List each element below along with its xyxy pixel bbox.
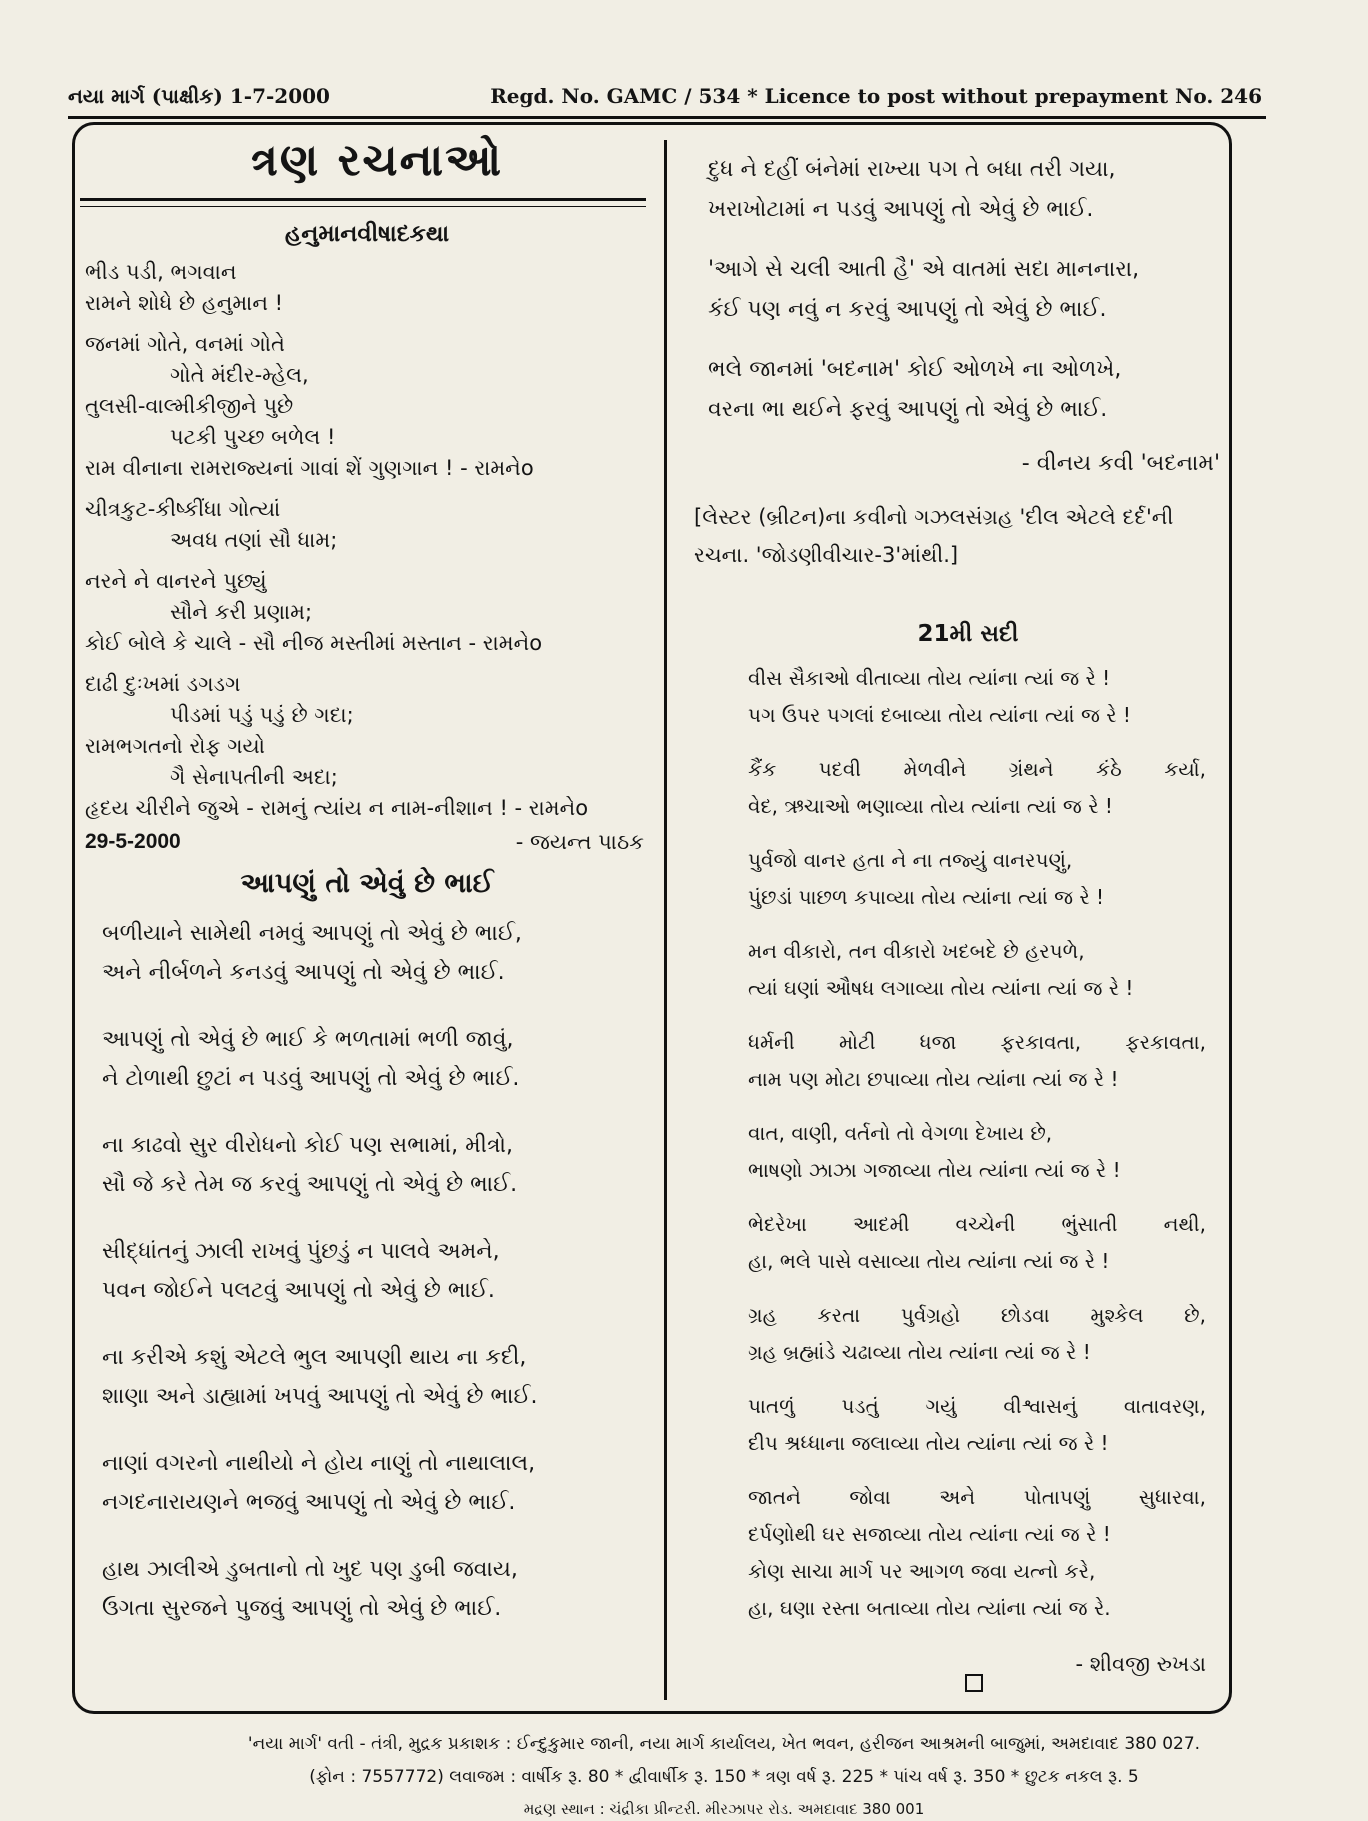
- poem-line: દર્પણોથી ઘર સજાવ્યા તોય ત્યાંના ત્યાં જ રે !: [748, 1522, 1111, 1546]
- stanza: [748, 660, 1206, 734]
- poem-line: રામ વીનાના રામરાજ્યનાં ગાવાં શેં ગુણગાન ! - રામનેo: [85, 456, 534, 480]
- poem-line: નાણાં વગરનો નાથીયો ને હોય નાણું તો નાથાલાલ,: [102, 1451, 536, 1476]
- poem-line: ગોતે મંદીર-મ્હેલ,: [170, 363, 309, 387]
- poem-line: ભાષણો ઝાઝા ગજાવ્યા તોય ત્યાંના ત્યાં જ રે !: [748, 1158, 1121, 1182]
- poem-line: ગ્રહ કરતા પુર્વગ્રહો છોડવા મુશ્કેલ છે,: [748, 1303, 1206, 1327]
- poem1-body: [80, 257, 654, 824]
- poem-line: ના કાઢવો સુર વીરોધનો કોઈ પણ સભામાં, મીત્રો,: [102, 1133, 514, 1158]
- stanza: [102, 1126, 654, 1204]
- poem-line: ઉગતા સુરજને પુજવું આપણું તો એવું છે ભાઈ.: [102, 1596, 502, 1621]
- stanza: [748, 751, 1206, 825]
- stanza: [748, 1388, 1206, 1462]
- poem3-title: 21મી સદી: [917, 621, 1019, 647]
- poem-line: વરના ભા થઈને ફરવું આપણું તો એવું છે ભાઈ.: [708, 397, 1108, 422]
- poem-line: ભેદરેખા આદમી વચ્ચેની ભુંસાતી નથી,: [748, 1212, 1206, 1236]
- stanza: [748, 1297, 1206, 1371]
- poem-line: સૌને કરી પ્રણામ;: [170, 600, 313, 624]
- poem1-date: 29-5-2000: [85, 830, 181, 853]
- poem-line: મન વીકારો, તન વીકારો ખદબદે છે હરપળે,: [748, 939, 1085, 963]
- stanza: [102, 1232, 654, 1310]
- stanza: [102, 1338, 654, 1416]
- stanza: [708, 150, 1228, 230]
- page-title: ત્રણ રચનાઓ: [250, 135, 504, 186]
- stanza: [748, 842, 1206, 916]
- poem-line: ગૈ સેનાપતીની અદા;: [170, 765, 338, 789]
- poem-line: ને ટોળાથી છુટાં ન પડવું આપણું તો એવું છે ભાઈ.: [102, 1066, 520, 1091]
- poem-line: 'આગે સે ચલી આતી હૈ' એ વાતમાં સદા માનનારા,: [708, 257, 1140, 282]
- poem-line: તુલસી-વાલ્મીકીજીને પુછે: [85, 394, 294, 418]
- poem-line: વીસ સૈકાઓ વીતાવ્યા તોય ત્યાંના ત્યાં જ રે !: [748, 666, 1111, 690]
- poem-line: નામ પણ મોટા છપાવ્યા તોય ત્યાંના ત્યાં જ રે !: [748, 1067, 1119, 1091]
- right-column: [694, 150, 1228, 1684]
- header-rule: [68, 116, 1266, 119]
- poem-line: દાઢી દુઃખમાં ડગડગ: [85, 672, 241, 696]
- poem-line: બળીયાને સામેથી નમવું આપણું તો એવું છે ભાઈ,: [102, 921, 522, 946]
- poem-line: સીદ્ધાંતનું ઝાલી રાખવું પુંછડું ન પાલવે અમને,: [102, 1239, 500, 1264]
- stanza: [748, 933, 1206, 1007]
- poem-line: હૃદય ચીરીને જુએ - રામનું ત્યાંય ન નામ-નીશાન ! - રામનેo: [85, 796, 589, 820]
- footer-publisher: 'નયા માર્ગ' વતી - તંત્રી, મુદ્રક પ્રકાશક : ઈન્દુકુમાર જાની, નયા માર્ગ કાર્યાલય, ખેત ભવન, હરીજન આશ્રમની બાજુમાં, અમદાવાદ 380 027.: [247, 1734, 1201, 1754]
- poem2-source-note: [લેસ્ટર (બ્રીટન)ના કવીનો ગઝલસંગ્રહ 'દીલ એટલે દર્દ'ની રચના. 'જોડણીવીચાર-3'માંથી.]: [694, 505, 1174, 567]
- publication-info: નયા માર્ગ (પાક્ષીક) 1-7-2000: [68, 84, 330, 108]
- stanza: [748, 1479, 1206, 1627]
- poem-line: જનમાં ગોતે, વનમાં ગોતે: [85, 332, 285, 356]
- footer-subscription: (ફોન : 7557772) લવાજમ : વાર્ષીક રૂ. 80 * દ્વીવાર્ષીક રૂ. 150 * ત્રણ વર્ષ રૂ. 225 * પાંચ વર્ષ રૂ. 350 * છુટક નકલ રૂ. 5: [309, 1767, 1139, 1787]
- poem-line: હાથ ઝાલીએ ડુબતાનો તો ખુદ પણ ડુબી જવાય,: [102, 1557, 518, 1582]
- poem1-title: હનુમાનવીષાદકથા: [284, 221, 450, 247]
- stanza: [748, 1024, 1206, 1098]
- poem-line: ત્યાં ઘણાં ઔષધ લગાવ્યા તોય ત્યાંના ત્યાં જ રે !: [748, 976, 1134, 1000]
- poem-line: દીપ શ્રધ્ધાના જલાવ્યા તોય ત્યાંના ત્યાં જ રે !: [748, 1431, 1109, 1455]
- poem-line: નગદનારાયણને ભજવું આપણું તો એવું છે ભાઈ.: [102, 1490, 516, 1515]
- poem-line: રામભગતનો રોફ ગયો: [85, 734, 266, 758]
- poem-line: વેદ, ઋચાઓ ભણાવ્યા તોય ત્યાંના ત્યાં જ રે !: [748, 794, 1113, 818]
- stanza: [748, 1206, 1206, 1280]
- poem2-continued: [708, 150, 1228, 430]
- poem-line: ભીડ પડી, ભગવાન: [85, 260, 237, 284]
- poem1-author: - જયન્ત પાઠક: [515, 830, 644, 854]
- stanza: [708, 350, 1228, 430]
- title-rule: [80, 198, 646, 201]
- end-mark-icon: [965, 1674, 983, 1692]
- poem-line: પુંછડાં પાછળ કપાવ્યા તોય ત્યાંના ત્યાં જ રે !: [748, 885, 1105, 909]
- column-divider: [664, 140, 667, 1700]
- poem-line: પવન જોઈને પલટવું આપણું તો એવું છે ભાઈ.: [102, 1278, 495, 1303]
- poem-line: કૈંક પદવી મેળવીને ગ્રંથને કંઠે કર્યા,: [748, 757, 1206, 781]
- poem-line: શાણા અને ડાહ્યામાં ખપવું આપણું તો એવું છે ભાઈ.: [102, 1384, 538, 1409]
- poem-line: કોઈ બોલે કે ચાલે - સૌ નીજ મસ્તીમાં મસ્તાન - રામનેo: [85, 631, 543, 655]
- poem-line: ગ્રહ બ્રહ્માંડે ચઢાવ્યા તોય ત્યાંના ત્યાં જ રે !: [748, 1340, 1091, 1364]
- stanza: [748, 1115, 1206, 1189]
- poem-line: સૌ જે કરે તેમ જ કરવું આપણું તો એવું છે ભાઈ.: [102, 1172, 518, 1197]
- poem-line: પીડમાં પડું પડું છે ગદા;: [170, 703, 354, 727]
- poem-line: પાતળું પડતું ગયું વીશ્વાસનું વાતાવરણ,: [748, 1394, 1206, 1418]
- stanza: [708, 250, 1228, 330]
- poem-line: રામને શોધે છે હનુમાન !: [85, 291, 284, 315]
- poem-line: પટકી પુચ્છ બળેલ !: [170, 425, 336, 449]
- poem-line: ભલે જાનમાં 'બદનામ' કોઈ ઓળખે ના ઓળખે,: [708, 357, 1122, 382]
- poem3-author: - શીવજી રુખડા: [1075, 1652, 1206, 1676]
- poem-line: પગ ઉપર પગલાં દબાવ્યા તોય ત્યાંના ત્યાં જ રે !: [748, 703, 1131, 727]
- poem-line: પુર્વજો વાનર હતા ને ના તજ્યું વાનરપણું,: [748, 848, 1073, 872]
- poem-line: અને નીર્બળને કનડવું આપણું તો એવું છે ભાઈ.: [102, 960, 505, 985]
- poem2-body: [80, 914, 654, 1628]
- poem-line: કોણ સાચા માર્ગ પર આગળ જવા યત્નો કરે,: [748, 1559, 1096, 1583]
- poem-line: નરને ને વાનરને પુછ્યું: [85, 569, 267, 593]
- title-rule-thin: [80, 206, 646, 207]
- stanza: [102, 914, 654, 992]
- poem-line: જાતને જોવા અને પોતાપણું સુધારવા,: [748, 1485, 1206, 1509]
- poem-line: ચીત્રકુટ-કીષ્કીંધા ગોત્યાં: [85, 497, 281, 521]
- stanza: [102, 1550, 654, 1628]
- poem-line: દુધ ને દહીં બંનેમાં રાખ્યા પગ તે બધા તરી ગયા,: [708, 157, 1116, 182]
- poem-line: હા, ભલે પાસે વસાવ્યા તોય ત્યાંના ત્યાં જ રે !: [748, 1249, 1110, 1273]
- poem-line: હા, ઘણા રસ્તા બતાવ્યા તોય ત્યાંના ત્યાં જ રે.: [748, 1596, 1111, 1620]
- poem-line: ના કરીએ કશું એટલે ભુલ આપણી થાય ના કદી,: [102, 1345, 527, 1370]
- poem-line: વાત, વાણી, વર્તનો તો વેગળા દેખાય છે,: [748, 1121, 1053, 1145]
- poem2-author: - વીનય કવી 'બદનામ': [1021, 451, 1220, 476]
- stanza: [102, 1020, 654, 1098]
- poem1-signature: [80, 824, 654, 860]
- stanza: [102, 1444, 654, 1522]
- poem-line: અવધ તણાં સૌ ધામ;: [170, 528, 338, 552]
- poem3-body: [708, 660, 1206, 1627]
- poem-line: ખરાખોટામાં ન પડવું આપણું તો એવું છે ભાઈ.: [708, 197, 1094, 222]
- page-header: [68, 84, 1262, 108]
- left-column: [80, 132, 654, 1656]
- poem-line: ધર્મની મોટી ધજા ફરકાવતા, ફરકાવતા,: [748, 1030, 1206, 1054]
- poem-line: કંઈ પણ નવું ન કરવું આપણું તો એવું છે ભાઈ.: [708, 297, 1107, 322]
- footer-printer: મદ્રણ સ્થાન : ચંદ્રીકા પ્રીન્ટરી. મીરઝાપર રોડ. અમદાવાદ 380 001: [523, 1800, 925, 1818]
- poem-line: આપણું તો એવું છે ભાઈ કે ભળતામાં ભળી જાવું,: [102, 1027, 514, 1052]
- registration-info: Regd. No. GAMC / 534 * Licence to post without prepayment No. 246: [490, 84, 1262, 108]
- poem2-title: આપણું તો એવું છે ભાઈ: [240, 868, 494, 899]
